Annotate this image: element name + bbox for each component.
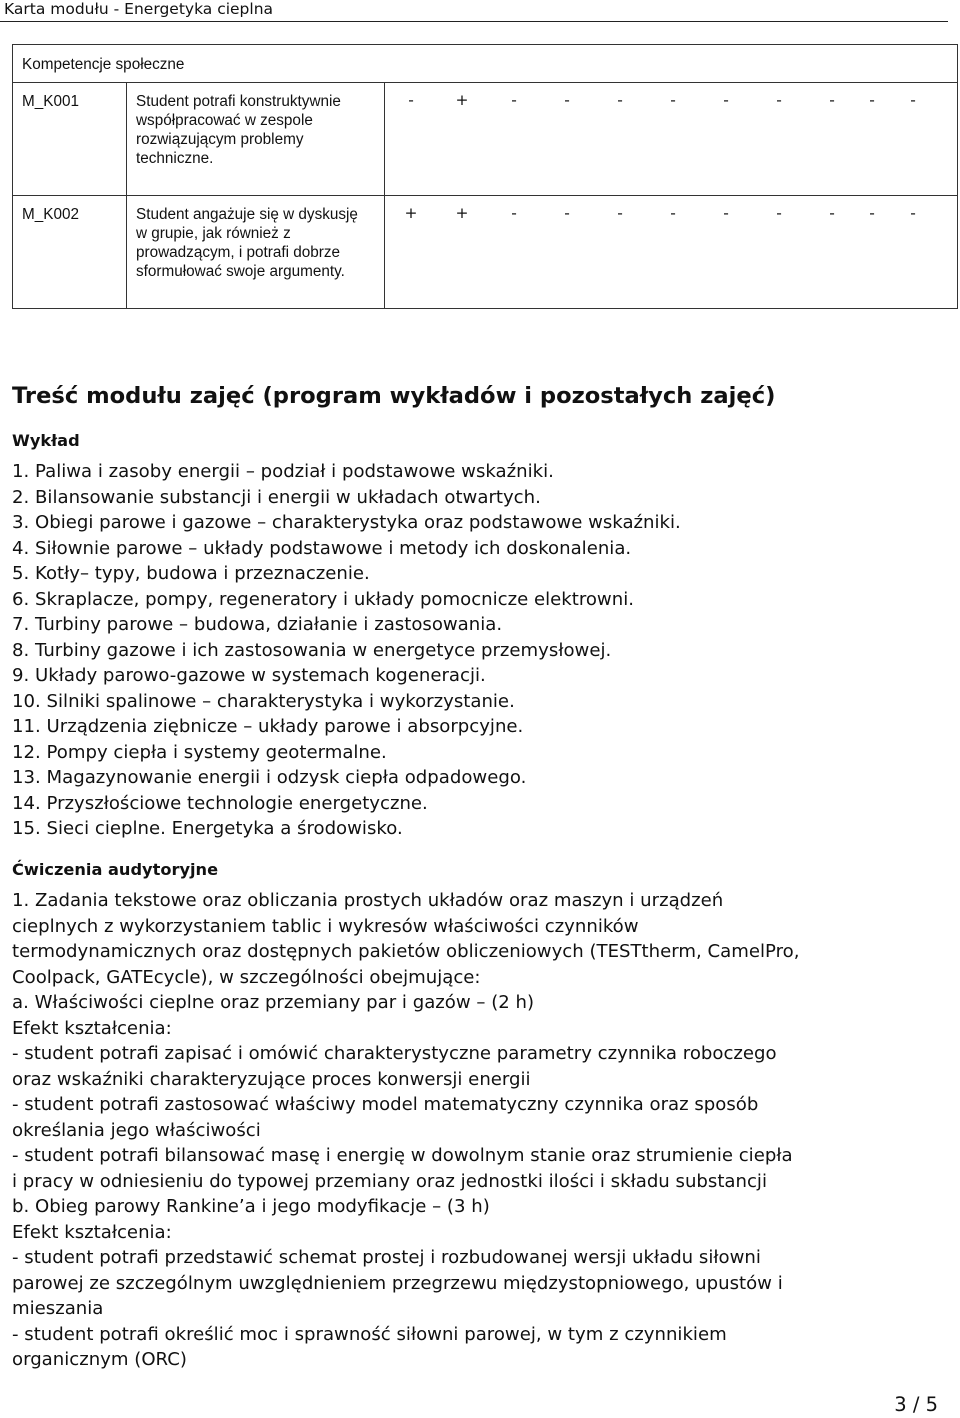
- text-line: Efekt kształcenia:: [12, 1017, 172, 1039]
- competence-mark: -: [564, 91, 570, 109]
- text-line: 1. Zadania tekstowe oraz obliczania prostych układów oraz maszyn i urządzeń: [12, 890, 724, 911]
- table-row: [13, 196, 958, 309]
- competence-mark: -: [869, 204, 875, 222]
- text-line: cieplnych z wykorzystaniem tablic i wykresów właściwości czynników: [12, 915, 639, 937]
- list-item: 5. Kotły– typy, budowa i przeznaczenie.: [12, 563, 370, 584]
- text-line: mieszania: [12, 1298, 104, 1319]
- competence-marks: [385, 88, 959, 112]
- lecture-topics-list: [12, 459, 681, 842]
- competence-mark: +: [455, 204, 469, 222]
- page-number: 3 / 5: [894, 1393, 938, 1416]
- list-item: 6. Skraplacze, pompy, regeneratory i układy pomocnicze elektrowni.: [12, 588, 634, 610]
- document-header: [0, 0, 948, 22]
- competence-mark: -: [408, 91, 414, 109]
- document-title: Karta modułu - Energetyka cieplna: [4, 0, 274, 18]
- text-line: - student potrafi przedstawić schemat prostej i rozbudowanej wersji układu siłowni: [12, 1247, 761, 1268]
- competence-mark: -: [776, 91, 782, 109]
- competence-mark: -: [564, 204, 570, 222]
- competence-description: Student potrafi konstruktywnie współpracować w zespole rozwiązującym problemy techniczne.: [136, 93, 341, 167]
- module-content-title: Treść modułu zajęć (program wykładów i pozostałych zajęć): [12, 383, 776, 409]
- competence-mark: -: [869, 91, 875, 109]
- competence-mark: -: [670, 204, 676, 222]
- list-item: 7. Turbiny parowe – budowa, działanie i zastosowania.: [12, 614, 503, 635]
- exercises-description: [12, 888, 799, 1373]
- list-item: 8. Turbiny gazowe i ich zastosowania w energetyce przemysłowej.: [12, 639, 612, 661]
- text-line: a. Właściwości cieplne oraz przemiany par i gazów – (2 h): [12, 992, 535, 1013]
- text-line: Coolpack, GATEcycle), w szczególności obejmujące:: [12, 966, 481, 988]
- competence-mark: -: [670, 91, 676, 109]
- list-item: 10. Silniki spalinowe – charakterystyka i wykorzystanie.: [12, 690, 515, 712]
- competence-marks: [385, 201, 959, 225]
- text-line: określania jego właściwości: [12, 1119, 261, 1141]
- text-line: - student potrafi zapisać i omówić charakterystyczne parametry czynnika roboczego: [12, 1043, 777, 1064]
- competence-code: M_K001: [13, 83, 127, 196]
- competences-heading: Kompetencje społeczne: [13, 45, 958, 83]
- list-item: 15. Sieci cieplne. Energetyka a środowisko.: [12, 818, 403, 839]
- list-item: 9. Układy parowo-gazowe w systemach kogeneracji.: [12, 665, 486, 686]
- exercises-heading: Ćwiczenia audytoryjne: [12, 860, 219, 879]
- text-line: - student potrafi określić moc i sprawność siłowni parowej, w tym z czynnikiem: [12, 1323, 727, 1345]
- competence-mark: -: [910, 204, 916, 222]
- competence-mark: -: [617, 91, 623, 109]
- text-line: organicznym (ORC): [12, 1349, 187, 1370]
- list-item: 3. Obiegi parowe i gazowe – charakterystyka oraz podstawowe wskaźniki.: [12, 512, 681, 533]
- competence-mark: -: [829, 204, 835, 222]
- text-line: oraz wskaźniki charakteryzujące proces konwersji energii: [12, 1068, 531, 1090]
- competence-mark: -: [910, 91, 916, 109]
- competences-table: [12, 44, 958, 309]
- text-line: parowej ze szczególnym uwzględnieniem przegrzewu międzystopniowego, upustów i: [12, 1272, 783, 1294]
- competence-mark: -: [511, 204, 517, 222]
- competence-code: M_K002: [13, 196, 127, 309]
- list-item: 13. Magazynowanie energii i odzysk ciepła odpadowego.: [12, 767, 527, 788]
- list-item: 2. Bilansowanie substancji i energii w układach otwartych.: [12, 486, 541, 508]
- competence-mark: -: [776, 204, 782, 222]
- text-line: - student potrafi zastosować właściwy model matematyczny czynnika oraz sposób: [12, 1094, 759, 1115]
- competence-description-cell: [127, 83, 385, 196]
- list-item: 11. Urządzenia ziębnicze – układy parowe i absorpcyjne.: [12, 716, 524, 737]
- competence-mark: +: [404, 204, 418, 222]
- text-line: - student potrafi bilansować masę i energię w dowolnym stanie oraz strumienie ciepła: [12, 1145, 793, 1166]
- text-line: Efekt kształcenia:: [12, 1221, 172, 1243]
- competence-marks-cell: [385, 83, 958, 196]
- competence-marks-cell: [385, 196, 958, 309]
- competence-mark: -: [511, 91, 517, 109]
- list-item: 14. Przyszłościowe technologie energetyczne.: [12, 792, 428, 814]
- text-line: i pracy w odniesieniu do typowej przemiany oraz jednostki ilości i składu substancji: [12, 1170, 767, 1192]
- competence-mark: -: [617, 204, 623, 222]
- competence-description: Student angażuje się w dyskusję w grupie, jak również z prowadzącym, i potrafi dobrze sformułować swoje argumenty.: [136, 206, 358, 280]
- table-row: [13, 83, 958, 196]
- lecture-heading: Wykład: [12, 431, 80, 450]
- list-item: 12. Pompy ciepła i systemy geotermalne.: [12, 741, 387, 763]
- text-line: b. Obieg parowy Rankine’a i jego modyfikacje – (3 h): [12, 1196, 490, 1217]
- competence-description-cell: [127, 196, 385, 309]
- list-item: 4. Siłownie parowe – układy podstawowe i metody ich doskonalenia.: [12, 537, 632, 559]
- competence-mark: -: [723, 204, 729, 222]
- competence-mark: +: [455, 91, 469, 109]
- text-line: termodynamicznych oraz dostępnych pakietów obliczeniowych (TESTtherm, CamelPro,: [12, 941, 800, 962]
- list-item: 1. Paliwa i zasoby energii – podział i podstawowe wskaźniki.: [12, 461, 554, 482]
- competence-mark: -: [723, 91, 729, 109]
- competence-mark: -: [829, 91, 835, 109]
